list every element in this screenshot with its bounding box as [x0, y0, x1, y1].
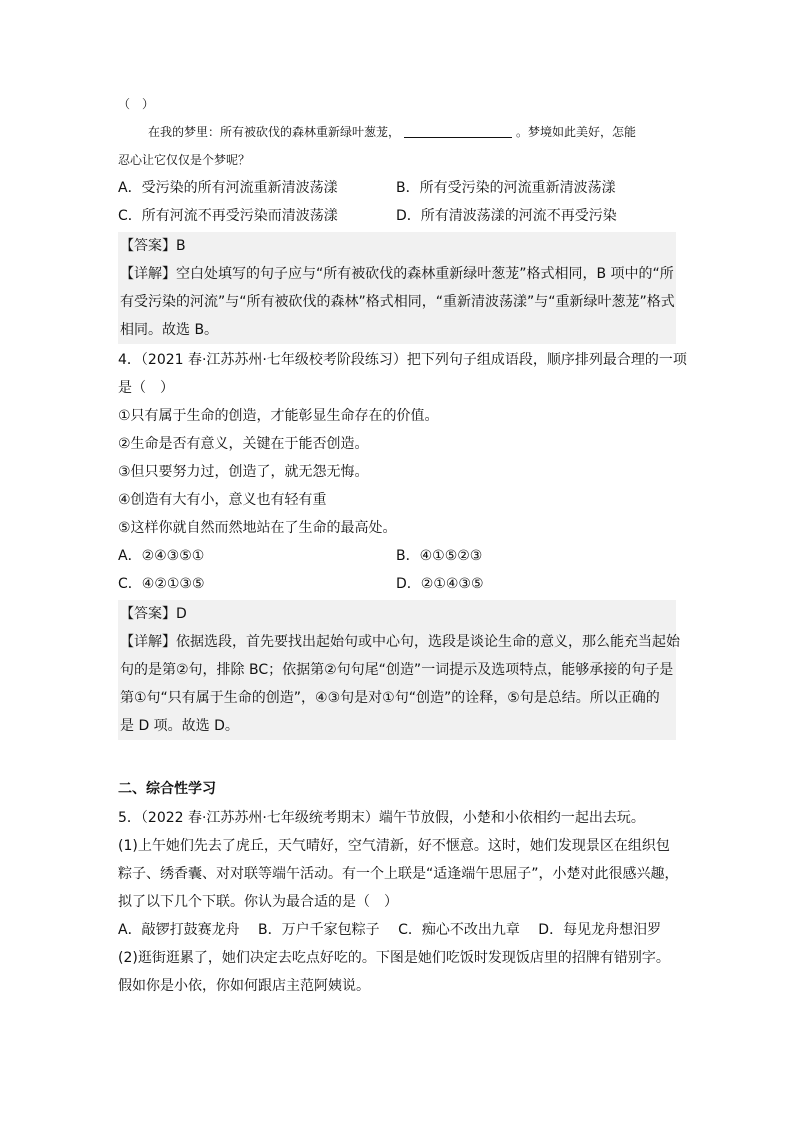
q4-option-d: D．②①④③⑤: [396, 576, 484, 592]
q4-title-cont: 是（ ）: [118, 380, 174, 396]
q4-sentence-2: ②生命是否有意义，关键在于能否创造。: [118, 436, 369, 452]
q5-part2-line: (2)逛街逛累了，她们决定去吃点好吃的。下图是她们吃饭时发现饭店里的招牌有错别字。: [118, 950, 670, 966]
q3-paren: （ ）: [118, 97, 155, 111]
q5-part2-line: 假如你是小依，你如何跟店主范阿姨说。: [118, 978, 370, 994]
q3-prompt-line2: 忍心让它仅仅是个梦呢？: [118, 153, 251, 167]
q4-options-row1: [118, 542, 676, 570]
q3-prompt: [118, 118, 676, 146]
spacer: [118, 742, 676, 774]
q4-answer-block: [118, 600, 680, 740]
q5-options: A．敲锣打鼓赛龙舟 B．万户千家包粽子 C．痴心不改出九章 D．每见龙舟想汨罗: [118, 922, 662, 938]
q3-explain-line: 【详解】空白处填写的句子应与“所有被砍伐的森林重新绿叶葱茏”格式相同，B 项中的“所: [120, 266, 674, 282]
q4-explain-line: 是 D 项。故选 D。: [120, 718, 239, 734]
q3-explain-line: 有受污染的河流”与“所有被砍伐的森林”格式相同，“重新清波荡漾”与“重新绿叶葱茏”格式: [120, 294, 675, 310]
q3-option-d: D．所有清波荡漾的河流不再受污染: [396, 208, 617, 224]
q3-options-row2: [118, 202, 676, 230]
q4-explain-line: 【详解】依据选段，首先要找出起始句或中心句，选段是谈论生命的意义，那么能充当起始: [120, 634, 680, 650]
q4-option-b: B．④①⑤②③: [396, 548, 483, 564]
document-page: [118, 90, 687, 1000]
q5-part1-line: (1)上午她们先去了虎丘，天气晴好，空气清新，好不惬意。这时，她们发现景区在组织包: [118, 838, 670, 854]
q5-part1-line: 粽子、绣香囊、对对联等端午活动。有一个上联是“适逢端午思屈子”，小楚对此很感兴趣，: [118, 866, 679, 882]
q5-title: 5．（2022 春·江苏苏州·七年级统考期末）端午节放假，小楚和小依相约一起出去玩。: [118, 810, 645, 826]
q5-part1-line: 拟了以下几个下联。你认为最合适的是（ ）: [118, 894, 398, 910]
q3-prompt-before: 在我的梦里：所有被砍伐的森林重新绿叶葱茏，: [148, 125, 401, 139]
q3-answer-block: [118, 232, 676, 344]
q3-option-c: C．所有河流不再受污染而清波荡漾: [118, 208, 338, 224]
q4-title: 4．（2021 春·江苏苏州·七年级校考阶段练习）把下列句子组成语段，顺序排列最合理的一项: [118, 352, 687, 368]
q4-option-a: A．②④③⑤①: [118, 548, 205, 564]
q3-options-row1: [118, 174, 676, 202]
section-heading: 二、综合性学习: [118, 781, 216, 797]
q4-sentence-4: ④创造有大有小，意义也有轻有重: [118, 492, 327, 508]
q3-prompt-after: 。梦境如此美好，怎能: [516, 125, 637, 139]
q3-explain-line: 相同。故选 B。: [120, 322, 219, 338]
q3-answer: 【答案】B: [120, 238, 186, 254]
q4-explain-line: 第①句“只有属于生命的创造”，④③句是对①句“创造”的诠释，⑤句是总结。所以正确的: [120, 690, 660, 706]
q4-answer: 【答案】D: [120, 606, 187, 622]
q4-explain-line: 句的是第②句，排除 BC；依据第②句句尾“创造”一词提示及选项特点，能够承接的句子是: [120, 662, 674, 678]
q4-option-c: C．④②①③⑤: [118, 576, 205, 592]
q3-option-b: B．所有受污染的河流重新清波荡漾: [396, 180, 616, 196]
q3-option-a: A．受污染的所有河流重新清波荡漾: [118, 180, 338, 196]
q4-sentence-1: ①只有属于生命的创造，才能彰显生命存在的价值。: [118, 408, 439, 424]
q4-options-row2: [118, 570, 676, 598]
q4-sentence-3: ③但只要努力过，创造了，就无怨无悔。: [118, 464, 369, 480]
q4-sentence-5: ⑤这样你就自然而然地站在了生命的最高处。: [118, 520, 397, 536]
answer-blank: [404, 123, 512, 138]
